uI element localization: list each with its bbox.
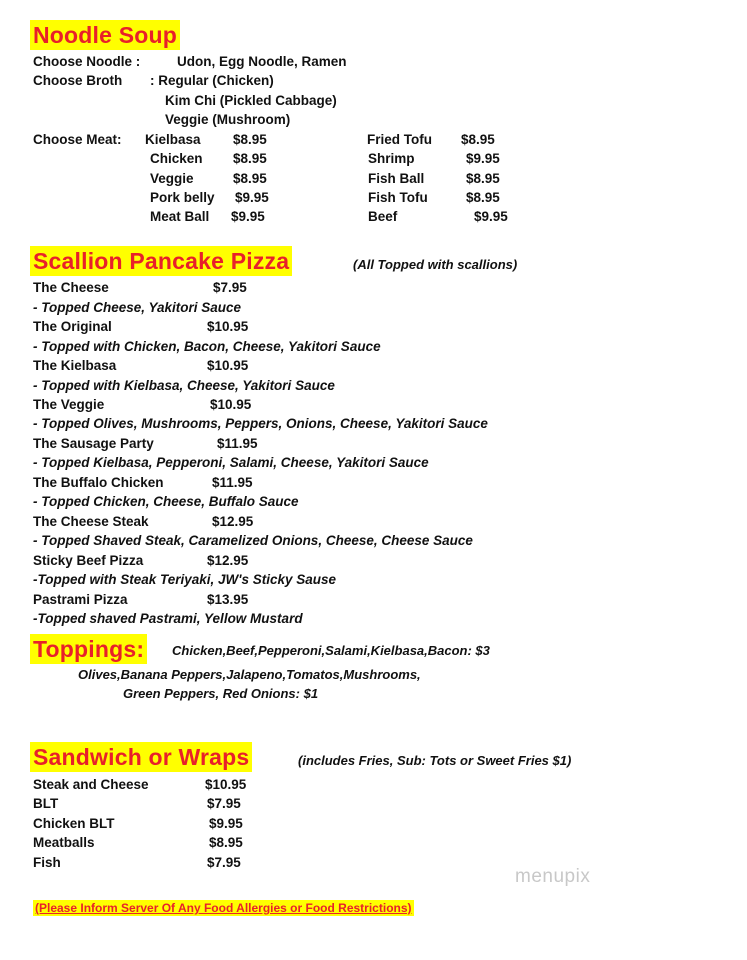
broth-option: Kim Chi (Pickled Cabbage) <box>165 93 337 108</box>
sandwich-name: Meatballs <box>33 835 95 850</box>
allergy-notice: (Please Inform Server Of Any Food Allergies or Food Restrictions) <box>35 901 412 915</box>
pizza-desc: - Topped Chicken, Cheese, Buffalo Sauce <box>33 494 299 509</box>
pizza-name: Pastrami Pizza <box>33 592 128 607</box>
meat-price: $8.95 <box>233 171 267 186</box>
pizza-note: (All Topped with scallions) <box>353 257 518 272</box>
meat-price: $9.95 <box>235 190 269 205</box>
sandwich-name: Fish <box>33 855 61 870</box>
choose-noodle-label: Choose Noodle : <box>33 54 141 69</box>
toppings-heading: Toppings: <box>30 634 147 664</box>
meat-name: Fish Ball <box>368 171 425 186</box>
noodle-options: Udon, Egg Noodle, Ramen <box>177 54 347 69</box>
meat-name: Kielbasa <box>145 132 201 147</box>
meat-name: Fish Tofu <box>368 190 428 205</box>
pizza-price: $10.95 <box>207 358 249 373</box>
meat-price: $8.95 <box>466 171 500 186</box>
pizza-price: $10.95 <box>210 397 252 412</box>
pizza-desc: -Topped shaved Pastrami, Yellow Mustard <box>33 611 303 626</box>
choose-meat-label: Choose Meat: <box>33 132 122 147</box>
sandwich-price: $7.95 <box>207 855 241 870</box>
pizza-price: $10.95 <box>207 319 249 334</box>
pizza-price: $12.95 <box>207 553 249 568</box>
sandwich-price: $10.95 <box>205 777 247 792</box>
toppings-line: Chicken,Beef,Pepperoni,Salami,Kielbasa,Bacon: $3 <box>172 643 490 658</box>
meat-price: $8.95 <box>233 151 267 166</box>
sandwich-name: BLT <box>33 796 59 811</box>
meat-price: $8.95 <box>233 132 267 147</box>
sandwich-name: Steak and Cheese <box>33 777 149 792</box>
pizza-name: The Kielbasa <box>33 358 117 373</box>
meat-name: Meat Ball <box>150 209 210 224</box>
choose-broth-label: Choose Broth <box>33 73 123 88</box>
meat-name: Beef <box>368 209 398 224</box>
meat-price: $9.95 <box>474 209 508 224</box>
pizza-name: The Original <box>33 319 112 334</box>
sandwich-price: $7.95 <box>207 796 241 811</box>
noodle-soup-heading: Noodle Soup <box>30 20 180 50</box>
pizza-desc: -Topped with Steak Teriyaki, JW's Sticky Sause <box>33 572 337 587</box>
pizza-price: $11.95 <box>217 436 258 451</box>
pizza-heading: Scallion Pancake Pizza <box>30 246 292 276</box>
meat-price: $9.95 <box>466 151 500 166</box>
toppings-line: Olives,Banana Peppers,Jalapeno,Tomatos,Mushrooms, <box>78 667 421 682</box>
pizza-price: $7.95 <box>213 280 247 295</box>
pizza-name: The Buffalo Chicken <box>33 475 164 490</box>
meat-name: Chicken <box>150 151 203 166</box>
pizza-name: The Veggie <box>33 397 105 412</box>
sandwich-price: $9.95 <box>209 816 243 831</box>
pizza-name: The Sausage Party <box>33 436 154 451</box>
broth-option: Veggie (Mushroom) <box>165 112 291 127</box>
pizza-desc: - Topped Cheese, Yakitori Sauce <box>33 300 242 315</box>
meat-price: $9.95 <box>231 209 265 224</box>
meat-name: Veggie <box>150 171 194 186</box>
meat-name: Fried Tofu <box>367 132 432 147</box>
meat-price: $8.95 <box>461 132 495 147</box>
pizza-price: $13.95 <box>207 592 249 607</box>
pizza-desc: - Topped Shaved Steak, Caramelized Onions, Cheese, Cheese Sauce <box>33 533 473 548</box>
meat-name: Shrimp <box>368 151 415 166</box>
sandwich-name: Chicken BLT <box>33 816 115 831</box>
pizza-desc: - Topped with Kielbasa, Cheese, Yakitori Sauce <box>33 378 335 393</box>
watermark: menupix <box>515 866 591 887</box>
meat-price: $8.95 <box>466 190 500 205</box>
toppings-line: Green Peppers, Red Onions: $1 <box>123 686 319 701</box>
pizza-name: Sticky Beef Pizza <box>33 553 144 568</box>
pizza-price: $12.95 <box>212 514 254 529</box>
sandwich-heading: Sandwich or Wraps <box>30 742 252 772</box>
sandwich-price: $8.95 <box>209 835 243 850</box>
pizza-name: The Cheese Steak <box>33 514 149 529</box>
pizza-desc: - Topped Olives, Mushrooms, Peppers, Onions, Cheese, Yakitori Sauce <box>33 416 488 431</box>
pizza-name: The Cheese <box>33 280 109 295</box>
pizza-price: $11.95 <box>212 475 253 490</box>
pizza-desc: - Topped with Chicken, Bacon, Cheese, Yakitori Sauce <box>33 339 381 354</box>
meat-name: Pork belly <box>150 190 215 205</box>
sandwich-note: (includes Fries, Sub: Tots or Sweet Fries $1) <box>298 753 572 768</box>
broth-option: : Regular (Chicken) <box>150 73 274 88</box>
pizza-desc: - Topped Kielbasa, Pepperoni, Salami, Cheese, Yakitori Sauce <box>33 455 429 470</box>
